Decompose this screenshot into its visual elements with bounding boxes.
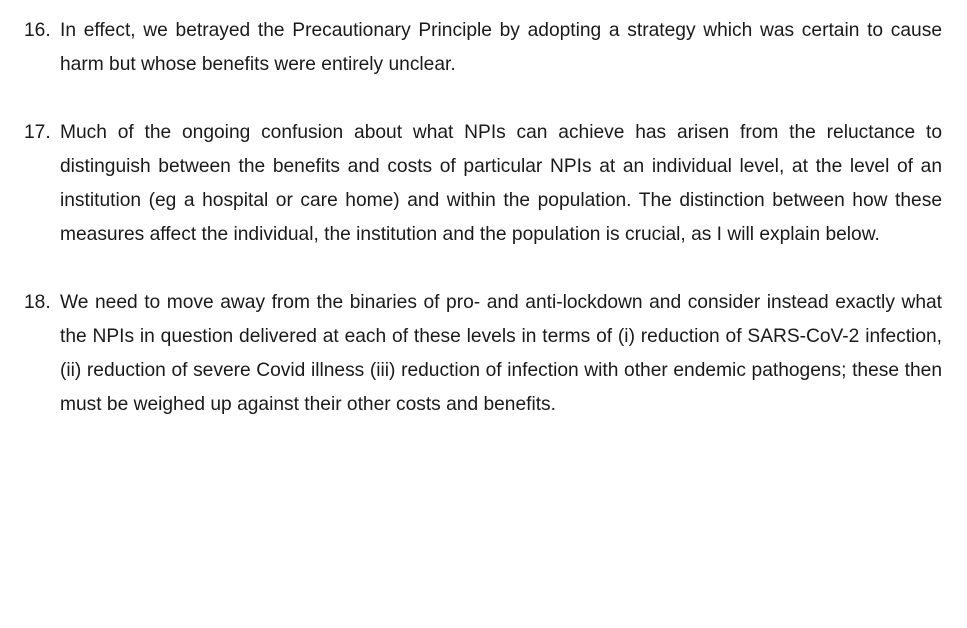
paragraph-number: 16. <box>24 20 51 41</box>
paragraph-number: 18. <box>24 292 51 313</box>
paragraph-number: 17. <box>24 122 51 143</box>
paragraph-16 <box>24 14 942 82</box>
paragraph-text: Much of the ongoing confusion about what NPIs can achieve has arisen from the reluctance to distinguish between the benefits and costs of particular NPIs at an individual level, at the level of an institution (eg a hospital or care home) and within the population. The distinction between how these measures affect the individual, the institution and the population is crucial, as I will explain below. <box>60 122 942 245</box>
paragraph-17 <box>24 116 942 252</box>
document-body <box>24 14 942 456</box>
paragraph-text: We need to move away from the binaries of pro- and anti-lockdown and consider instead exactly what the NPIs in question delivered at each of these levels in terms of (i) reduction of SARS-CoV-2 infection, (ii) reduction of severe Covid illness (iii) reduction of infection with other endemic pathogens; these then must be weighed up against their other costs and benefits. <box>60 292 942 415</box>
paragraph-text: In effect, we betrayed the Precautionary Principle by adopting a strategy which was certain to cause harm but whose benefits were entirely unclear. <box>60 20 942 75</box>
paragraph-18 <box>24 286 942 422</box>
